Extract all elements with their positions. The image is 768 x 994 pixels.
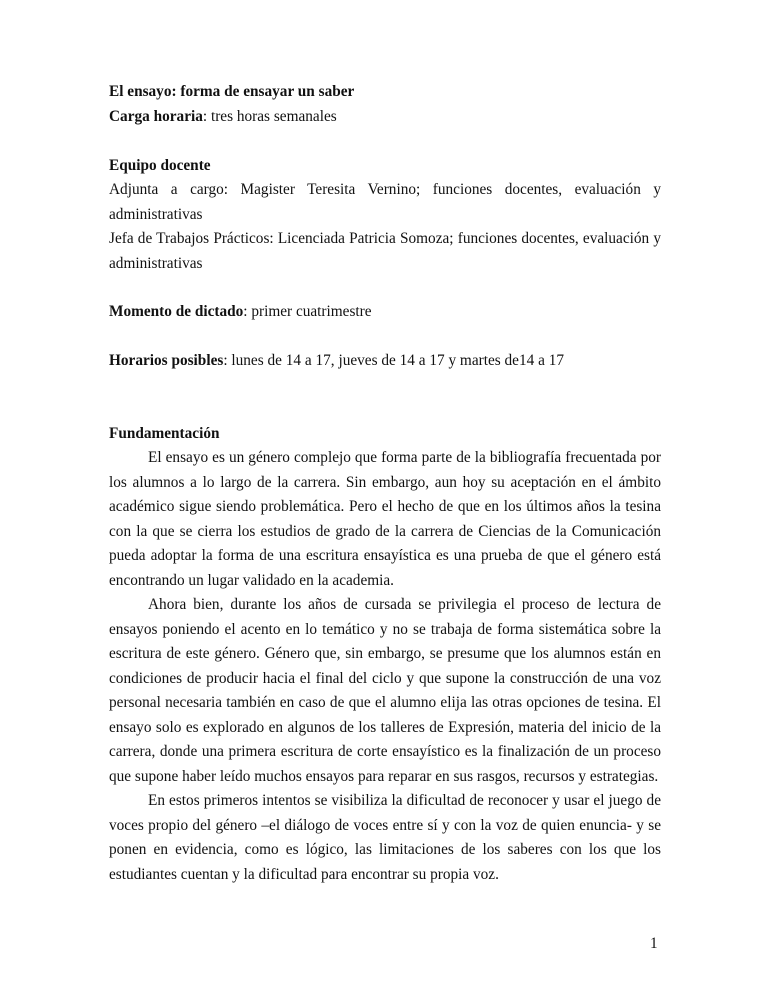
horarios-posibles: Horarios posibles: lunes de 14 a 17, jueves de 14 a 17 y martes de14 a 17 (109, 352, 565, 369)
equipo-member: Jefa de Trabajos Prácticos: Licenciada Patricia Somoza; funciones docentes, evaluación y administrativas (109, 230, 661, 272)
momento-dictado: Momento de dictado: primer cuatrimestre (109, 303, 372, 320)
carga-horaria: Carga horaria: tres horas semanales (109, 108, 337, 125)
fundamentacion-body (109, 446, 661, 887)
paragraph: Ahora bien, durante los años de cursada se privilegia el proceso de lectura de ensayos poniendo el acento en lo temático y no se trabaja de forma sistemática sobre la escritura de este género. Género que, sin embargo, se presume que los alumnos están en condiciones de producir hacia el final del ciclo y que supone la construcción de una voz personal necesaria también en caso de que el alumno elija las otras opciones de tesina. El ensayo solo es explorado en algunos de los talleres de Expresión, materia del inicio de la carrera, donde una primera escritura de corte ensayístico es la finalización de un proceso que supone haber leído muchos ensayos para reparar en sus rasgos, recursos y estrategias. (109, 596, 661, 785)
paragraph: En estos primeros intentos se visibiliza la dificultad de reconocer y usar el juego de voces propio del género –el diálogo de voces entre sí y con la voz de quien enuncia- y se ponen en evidencia, como es lógico, las limitaciones de los saberes con los que los estudiantes cuentan y la dificultad para encontrar su propia voz. (109, 792, 661, 883)
page-number: 1 (650, 935, 658, 952)
equipo-heading: Equipo docente (109, 157, 211, 174)
fundamentacion-heading: Fundamentación (109, 425, 220, 442)
paragraph: El ensayo es un género complejo que forma parte de la bibliografía frecuentada por los alumnos a lo largo de la carrera. Sin embargo, aun hoy su aceptación en el ámbito académico sigue siendo problemática. Pero el hecho de que en los últimos años la tesina con la que se cierra los estudios de grado de la carrera de Ciencias de la Comunicación pueda adoptar la forma de una escritura ensayística es una prueba de que el género está encontrando un lugar validado en la academia. (109, 449, 661, 589)
equipo-member: Adjunta a cargo: Magister Teresita Vernino; funciones docentes, evaluación y administrativas (109, 181, 661, 223)
document-title: El ensayo: forma de ensayar un saber (109, 83, 355, 100)
